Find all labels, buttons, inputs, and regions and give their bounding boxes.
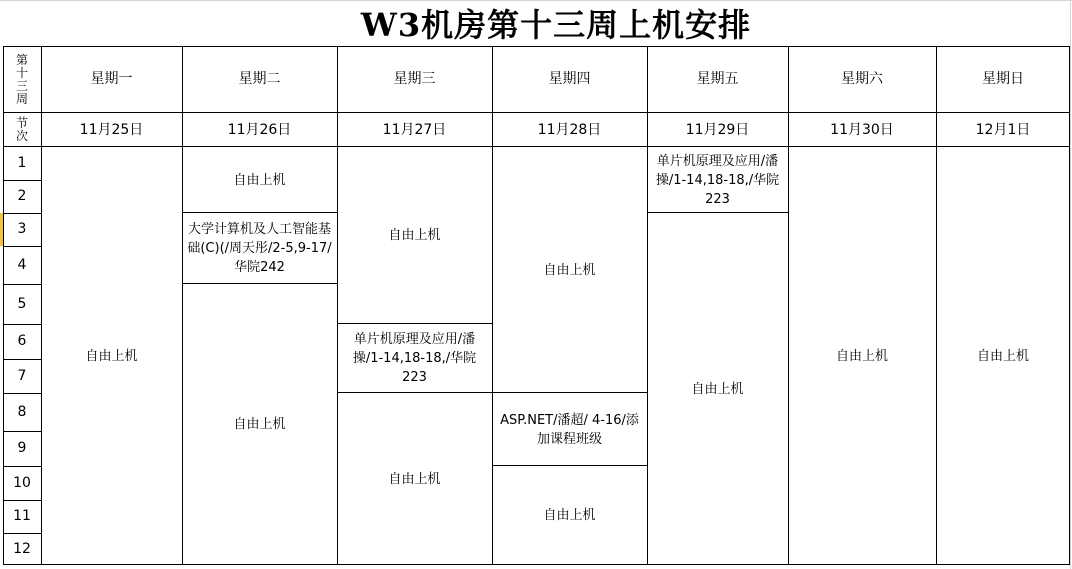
period-char: 次 [15, 129, 28, 143]
date-thu: 11月28日 [537, 121, 602, 138]
schedule-block: 单片机原理及应用/潘操/1-14,18-18,/华院223 [655, 153, 780, 207]
schedule-block: 自由上机 [233, 172, 286, 188]
schedule-block: 自由上机 [543, 262, 596, 278]
date-fri: 11月29日 [685, 121, 750, 138]
page-title: W3机房第十三周上机安排 [360, 6, 752, 44]
schedule-block: ASP.NET/潘超/ 4-16/添加课程班级 [500, 412, 639, 447]
week-label-cell [3, 46, 41, 113]
schedule-block: 自由上机 [388, 228, 441, 243]
schedule-block: 自由上机 [691, 381, 744, 397]
schedule-block: 自由上机 [543, 508, 596, 523]
period-number: 3 [17, 221, 27, 237]
schedule-block: 自由上机 [835, 348, 888, 364]
day-header-fri: 星期五 [696, 71, 739, 87]
period-number: 1 [17, 155, 27, 171]
date-sat: 11月30日 [830, 121, 894, 138]
period-char: 节 [15, 116, 28, 130]
week-char: 三 [15, 78, 28, 93]
period-number: 9 [17, 440, 27, 456]
week-char: 周 [15, 91, 28, 106]
schedule-block: 自由上机 [85, 348, 138, 364]
day-header-wed: 星期三 [393, 71, 436, 87]
day-header-sat: 星期六 [841, 71, 883, 87]
date-tue: 11月26日 [227, 121, 292, 138]
day-header-mon: 星期一 [90, 71, 133, 87]
period-number: 11 [13, 508, 31, 524]
period-number: 10 [13, 474, 31, 491]
day-header-tue: 星期二 [238, 71, 281, 87]
schedule-block: 单片机原理及应用/潘操/1-14,18-18,/华院223 [352, 332, 477, 385]
week-char: 第 [15, 52, 28, 67]
period-number: 8 [17, 403, 27, 420]
period-number: 2 [17, 188, 27, 204]
schedule-block: 自由上机 [976, 348, 1029, 364]
date-wed: 11月27日 [382, 121, 447, 138]
schedule-block: 大学计算机及人工智能基础(C)(/周天彤/2-5,9-17/华院242 [187, 222, 332, 275]
schedule-block: 自由上机 [388, 471, 441, 487]
week-char: 十 [15, 65, 28, 80]
period-number: 12 [13, 540, 31, 557]
date-sun: 12月1日 [975, 121, 1031, 138]
day-header-sun: 星期日 [982, 71, 1024, 87]
period-number: 7 [17, 367, 27, 384]
day-header-thu: 星期四 [548, 71, 591, 87]
period-number: 5 [17, 295, 27, 312]
date-mon: 11月25日 [79, 121, 144, 138]
period-number: 4 [17, 256, 27, 273]
schedule-block: 自由上机 [233, 417, 286, 432]
period-label-cell [3, 113, 41, 147]
period-number: 6 [17, 333, 27, 349]
